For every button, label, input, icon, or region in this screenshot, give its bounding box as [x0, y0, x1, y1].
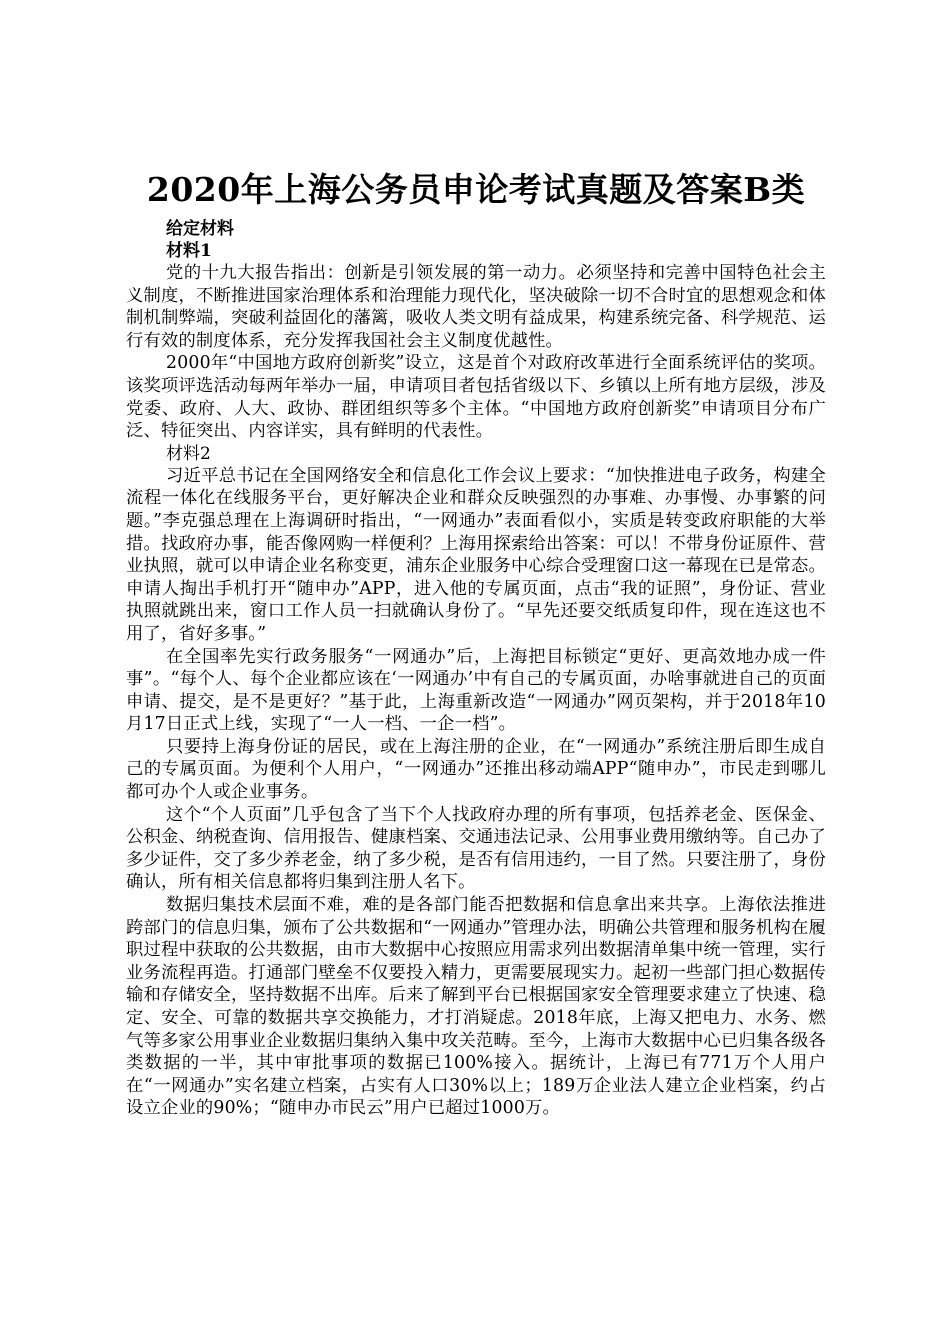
material-1-paragraph-2: 2000年“中国地方政府创新奖”设立，这是首个对政府改革进行全面系统评估的奖项。该奖项评选活动每两年举办一届，申请项目者包括省级以下、乡镇以上所有地方层级，涉及党委、政府、人大、政协、群团组织等多个主体。“中国地方政府创新奖”申请项目分布广泛、特征突出、内容详实，具有鲜明的代表性。	[126, 353, 826, 442]
material-1-paragraph-1: 党的十九大报告指出：创新是引领发展的第一动力。必须坚持和完善中国特色社会主义制度，不断推进国家治理体系和治理能力现代化，坚决破除一切不合时宜的思想观念和体制机制弊端，突破利益固化的藩篱，吸收人类文明有益成果，构建系统完备、科学规范、运行有效的制度体系，充分发挥我国社会主义制度优越性。	[126, 263, 826, 351]
document-title: 2020年上海公务员申论考试真题及答案B类	[146, 170, 806, 209]
material-2-paragraph-3: 只要持上海身份证的居民，或在上海注册的企业，在“一网通办”系统注册后即生成自己的专属页面。为便利个人用户，“一网通办”还推出移动端APP“随申办”，市民走到哪儿都可办个人或企业事务。	[126, 736, 826, 803]
material-2-paragraph-4: 这个“个人页面”几乎包含了当下个人找政府办理的所有事项，包括养老金、医保金、公积金、纳税查询、信用报告、健康档案、交通违法记录、公用事业费用缴纳等。自己办了多少证件，交了多少养老金，纳了多少税，是否有信用违约，一目了然。只要注册了，身份确认，所有相关信息都将归集到注册人名下。	[126, 804, 826, 893]
material-2-label: 材料2	[166, 443, 211, 464]
document-page	[126, 168, 826, 1120]
material-2-paragraph-2: 在全国率先实行政务服务“一网通办”后，上海把目标锁定“更好、更高效地办成一件事”。“每个人、每个企业都应该在‘一网通办’中有自己的专属页面，办啥事就进自己的页面申请、提交，是不是更好？”基于此，上海重新改造“一网通办”网页架构，并于2018年10月17日正式上线，实现了“一人一档、一企一档”。	[126, 646, 826, 735]
material-2-paragraph-1: 习近平总书记在全国网络安全和信息化工作会议上要求：“加快推进电子政务，构建全流程一体化在线服务平台，更好解决企业和群众反映强烈的办事难、办事慢、办事繁的问题。”李克强总理在上海调研时指出，“一网通办”表面看似小，实质是转变政府职能的大举措。找政府办事，能否像网购一样便利？上海用探索给出答案：可以！不带身份证原件、营业执照，就可以申请企业名称变更，浦东企业服务中心综合受理窗口这一幕现在已是常态。申请人掏出手机打开“随申办”APP，进入他的专属页面，点击“我的证照”，身份证、营业执照就跳出来，窗口工作人员一扫就确认身份了。“早先还要交纸质复印件，现在连这也不用了，省好多事。”	[126, 465, 826, 644]
material-2-paragraph-5: 数据归集技术层面不难，难的是各部门能否把数据和信息拿出来共享。上海依法推进跨部门的信息归集，颁布了公共数据和“一网通办”管理办法，明确公共管理和服务机构在履职过程中获取的公共数据，由市大数据中心按照应用需求列出数据清单集中统一管理，实行业务流程再造。打通部门壁垒不仅要投入精力，更需要展现实力。起初一些部门担心数据传输和存储安全，坚持数据不出库。后来了解到平台已根据国家安全管理要求建立了快速、稳定、安全、可靠的数据共享交换能力，才打消疑虑。2018年底，上海又把电力、水务、燃气等多家公用事业企业数据归集纳入集中攻关范畴。至今，上海市大数据中心已归集各级各类数据的一半，其中审批事项的数据已100%接入。据统计，上海已有771万个人用户在“一网通办”实名建立档案，占实有人口30%以上；189万企业法人建立企业档案，约占设立企业的90%；“随申办市民云”用户已超过1000万。	[126, 895, 826, 1119]
section-heading: 给定材料	[166, 219, 234, 239]
material-1-label: 材料1	[166, 241, 212, 261]
